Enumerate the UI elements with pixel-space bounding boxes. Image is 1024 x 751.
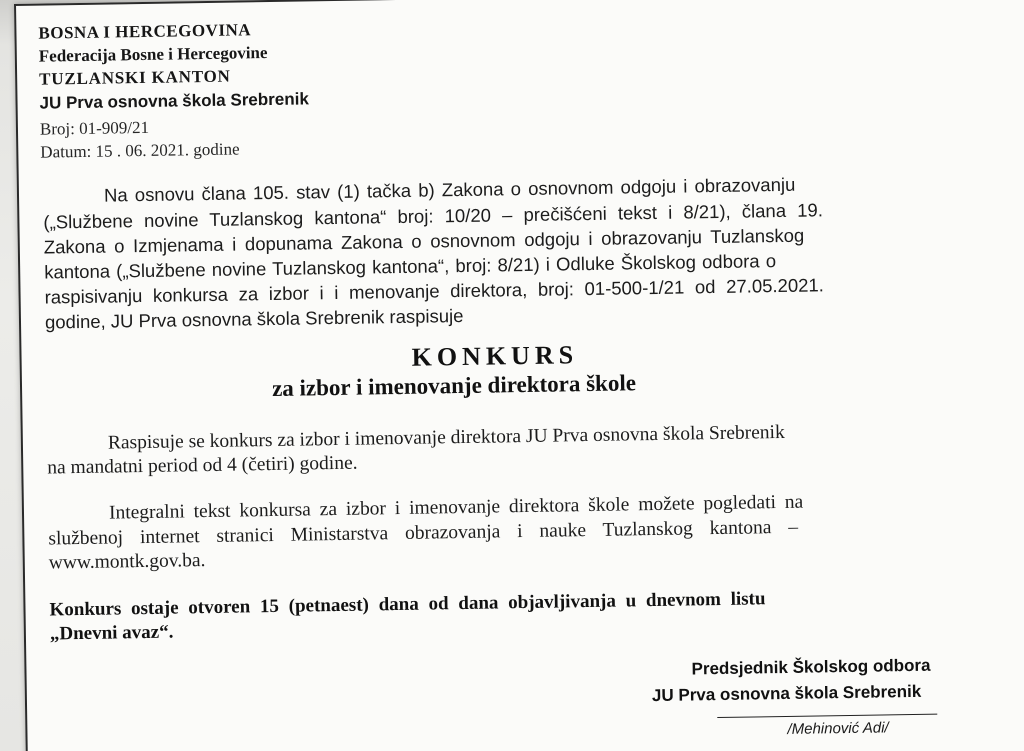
paragraph-2-line-1: Integralni tekst konkursa za izbor i imenovanje direktora škole možete pogledati na: [108, 491, 804, 524]
intro-line-5: raspisivanju konkursa za izbor i i menovanje direktora, broj: 01-500-1/21 od 27.05.2021.: [44, 274, 825, 308]
paragraph-1-line-2: na mandatni period od 4 (četiri) godine.: [47, 452, 358, 479]
signature-line: [717, 714, 937, 718]
signature-institution: JU Prva osnovna škola Srebrenik: [651, 681, 922, 706]
document-date: Datum: 15 . 06. 2021. godine: [40, 139, 240, 162]
paper-sheet: [14, 0, 1024, 751]
intro-line-4: kantona („Službene novine Tuzlanskog kantona“, broj: 8/21) i Odluke Školskog odbora o: [44, 250, 777, 283]
intro-line-2: („Službene novine Tuzlanskog kantona“ broj: 10/20 – prečišćeni tekst i 8/21), člana 19.: [43, 199, 824, 233]
intro-line-3: Zakona o Izmjenama i dopunama Zakona o osnovnom odgoju i obrazovanju Tuzlanskog: [43, 224, 805, 258]
page-title: KONKURS: [411, 340, 579, 372]
header-federation: Federacija Bosne i Hercegovine: [38, 43, 268, 66]
paragraph-3-line-2: „Dnevni avaz“.: [49, 621, 174, 645]
header-canton: TUZLANSKI KANTON: [39, 66, 231, 89]
intro-line-6: godine, JU Prva osnovna škola Srebrenik raspisuje: [44, 304, 464, 333]
paragraph-3-line-1: Konkurs ostaje otvoren 15 (petnaest) dana od dana objavljivanja u dnevnom listu: [49, 588, 766, 621]
website-link: www.montk.gov.ba.: [48, 550, 206, 574]
signature-title: Predsjednik Školskog odbora: [691, 655, 931, 679]
signatory-name: /Mehinović Adi/: [787, 719, 889, 738]
paragraph-2-line-2: službenoj internet stranici Ministarstva obrazovanja i nauke Tuzlanskog kantona –: [48, 516, 799, 550]
page-subtitle: za izbor i imenovanje direktora škole: [271, 370, 637, 401]
paragraph-1-line-1: Raspisuje se konkurs za izbor i imenovanje direktora JU Prva osnovna škola Srebrenik: [107, 421, 785, 454]
header-country: BOSNA I HERCEGOVINA: [38, 20, 252, 43]
document-number: Broj: 01-909/21: [39, 117, 150, 139]
header-school: JU Prva osnovna škola Srebrenik: [39, 89, 309, 113]
intro-line-1: Na osnovu člana 105. stav (1) tačka b) Zakona o osnovnom odgoju i obrazovanju: [103, 173, 796, 206]
